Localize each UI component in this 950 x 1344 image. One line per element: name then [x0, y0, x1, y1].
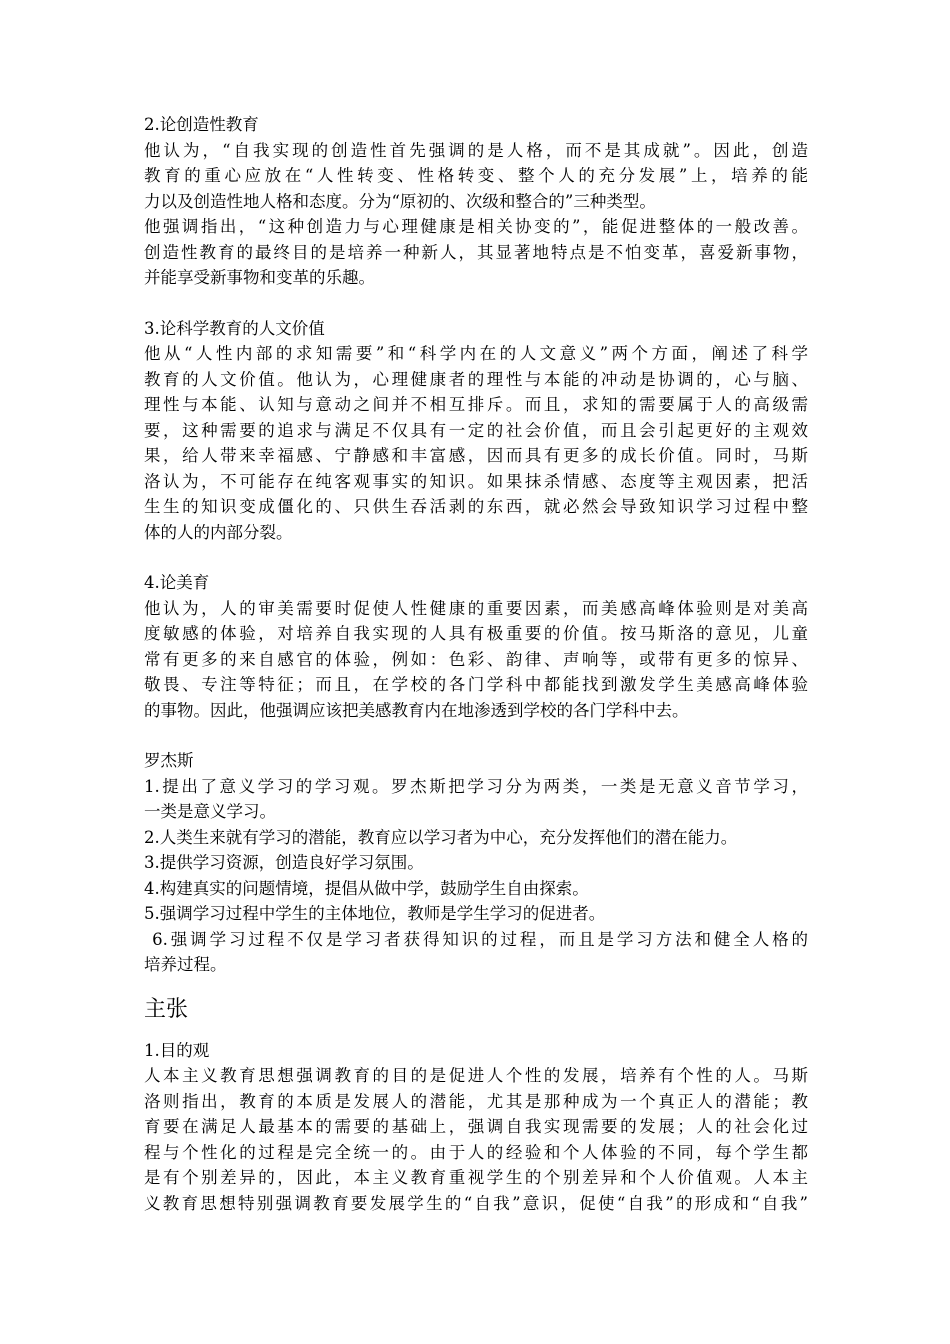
main-heading: 主张: [144, 996, 189, 1022]
section-science-education: [144, 316, 808, 546]
list-item-line: 6.强调学习过程不仅是学习者获得知识的过程，而且是学习方法和健全人格的: [144, 929, 808, 949]
list-item-line: 1.提出了意义学习的学习观。罗杰斯把学习分为两类，一类是无意义音节学习，: [144, 776, 808, 796]
list-item-line: 培养过程。: [144, 955, 227, 974]
paragraph-line: 果，给人带来幸福感、宁静感和丰富感，因而具有更多的成长价值。同时，马斯: [144, 446, 808, 465]
list-item-line: 5.强调学习过程中学生的主体地位，教师是学生学习的促进者。: [144, 904, 606, 923]
paragraph-line: 创造性教育的最终目的是培养一种新人，其显著地特点是不怕变革，喜爱新事物，: [144, 242, 808, 262]
paragraph-line: 洛认为，不可能存在纯客观事实的知识。如果抹杀情感、态度等主观因素，把活: [144, 471, 808, 491]
paragraph-line: 并能享受新事物和变革的乐趣。: [144, 268, 375, 287]
paragraph-line: 他认为，“自我实现的创造性首先强调的是人格，而不是其成就”。因此，创造: [144, 140, 808, 160]
paragraph-line: 力以及创造性地人格和态度。分为“原初的、次级和整合的”三种类型。: [144, 191, 656, 211]
paragraph-line: 理性与本能、认知与意动之间并不相互排斥。而且，求知的需要属于人的高级需: [144, 395, 808, 414]
section-heading: 4.论美育: [144, 573, 210, 592]
paragraph-line: 生生的知识变成僵化的、只供生吞活剥的东西，就必然会导致知识学习过程中整: [144, 497, 808, 516]
list-item-line: 一类是意义学习。: [144, 802, 276, 821]
list-item-line: 4.构建真实的问题情境，提倡从做中学，鼓励学生自由探索。: [144, 878, 589, 898]
document-page: [144, 112, 808, 1241]
paragraph-line: 的事物。因此，他强调应该把美感教育内在地渗透到学校的各门学科中去。: [144, 700, 689, 720]
paragraph-line: 他从“人性内部的求知需要”和“科学内在的人文意义”两个方面，阐述了科学: [144, 344, 808, 363]
section-purpose-view: [144, 1038, 808, 1217]
section-rogers: [144, 748, 808, 978]
list-item-line: 2.人类生来就有学习的潜能，教育应以学习者为中心，充分发挥他们的潜在能力。: [144, 827, 738, 847]
paragraph-line: 他强调指出，“这种创造力与心理健康是相关协变的”，能促进整体的一般改善。: [144, 217, 808, 236]
paragraph-line: 洛则指出，教育的本质是发展人的潜能，尤其是那种成为一个真正人的潜能；教: [144, 1091, 808, 1111]
paragraph-line: 程与个性化的过程是完全统一的。由于人的经验和个人体验的不同，每个学生都: [144, 1142, 808, 1162]
paragraph-line: 常有更多的来自感官的体验，例如：色彩、韵律、声响等，或带有更多的惊异、: [144, 649, 808, 669]
paragraph-line: 要，这种需要的追求与满足不仅具有一定的社会价值，而且会引起更好的主观效: [144, 420, 808, 440]
paragraph-line: 度敏感的体验，对培养自我实现的人具有极重要的价值。按马斯洛的意见，儿童: [144, 624, 808, 643]
paragraph-line: 他认为，人的审美需要时促使人性健康的重要因素，而美感高峰体验则是对美高: [144, 598, 808, 618]
paragraph-line: 是有个别差异的，因此，本主义教育重视学生的个别差异和个人价值观。人本主: [144, 1168, 808, 1187]
paragraph-line: 教育的人文价值。他认为，心理健康者的理性与本能的冲动是协调的，心与脑、: [144, 369, 808, 389]
section-heading: 1.目的观: [144, 1040, 210, 1060]
list-item-line: 3.提供学习资源，创造良好学习氛围。: [144, 853, 424, 872]
paragraph-line: 体的人的内部分裂。: [144, 522, 293, 542]
section-heading: 3.论科学教育的人文价值: [144, 318, 325, 338]
section-heading: 罗杰斯: [144, 751, 194, 770]
section-aesthetic-education: [144, 570, 808, 723]
paragraph-line: 人本主义教育思想强调教育的目的是促进人个性的发展，培养有个性的人。马斯: [144, 1066, 808, 1085]
paragraph-line: 义教育思想特别强调教育要发展学生的“自我”意识，促使“自我”的形成和“自我”: [144, 1193, 808, 1213]
paragraph-line: 教育的重心应放在“人性转变、性格转变、整个人的充分发展”上，培养的能: [144, 166, 808, 185]
paragraph-line: 育要在满足人最基本的需要的基础上，强调自我实现需要的发展；人的社会化过: [144, 1117, 808, 1136]
paragraph-line: 敬畏、专注等特征；而且，在学校的各门学科中都能找到激发学生美感高峰体验: [144, 675, 808, 694]
section-heading: 2.论创造性教育: [144, 115, 259, 134]
section-creative-education: [144, 112, 808, 291]
